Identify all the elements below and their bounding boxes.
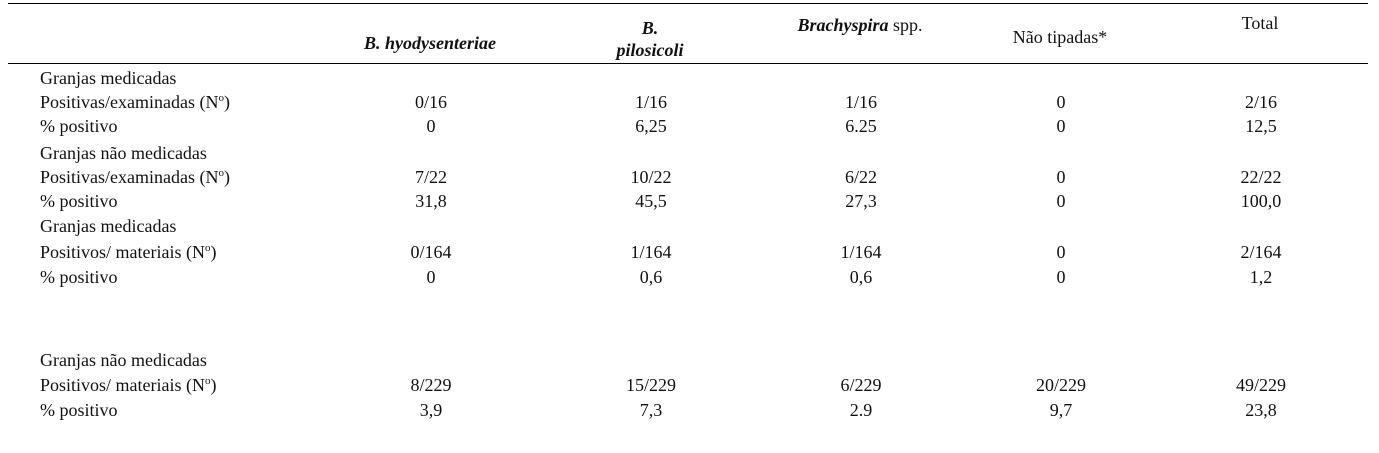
cell-b-pilosicoli: 15/229 — [625, 375, 676, 395]
table-row — [0, 214, 1379, 238]
header-b-pilosicoli-line1: B. — [641, 18, 659, 38]
cell-b-hyodysenteriae: 3,9 — [419, 400, 443, 420]
cell-b-pilosicoli: 7,3 — [639, 400, 663, 420]
cell-total: 2/16 — [1244, 92, 1277, 112]
cell-b-pilosicoli: 0,6 — [639, 267, 663, 287]
cell-b-pilosicoli: 1/164 — [630, 242, 672, 262]
cell-total: 12,5 — [1245, 116, 1277, 136]
table-row — [0, 141, 1379, 165]
table-row — [0, 265, 1379, 289]
table-row — [0, 165, 1379, 189]
cell-brachyspira-spp: 6/22 — [844, 167, 877, 187]
cell-brachyspira-spp: 2.9 — [849, 400, 873, 420]
cell-brachyspira-spp: 1/16 — [844, 92, 877, 112]
cell-nao-tipadas: 9,7 — [1049, 400, 1073, 420]
row-label: Granjas medicadas — [40, 68, 177, 88]
cell-nao-tipadas: 20/229 — [1035, 375, 1086, 395]
header-brachyspira-genus: Brachyspira — [797, 15, 889, 35]
header-nao-tipadas: Não tipadas* — [1012, 27, 1108, 47]
row-label: Granjas medicadas — [40, 216, 177, 236]
table-top-rule — [8, 3, 1368, 4]
cell-brachyspira-spp: 1/164 — [840, 242, 882, 262]
table-row — [0, 114, 1379, 138]
table-header-rule — [8, 63, 1368, 64]
row-label: % positivo — [40, 267, 118, 287]
cell-b-hyodysenteriae: 8/229 — [410, 375, 452, 395]
cell-brachyspira-spp: 0,6 — [849, 267, 873, 287]
header-total: Total — [1241, 13, 1279, 33]
row-label: Granjas não medicadas — [40, 350, 207, 370]
cell-nao-tipadas: 0 — [1056, 267, 1066, 287]
table-row — [0, 189, 1379, 213]
cell-total: 22/22 — [1240, 167, 1282, 187]
header-b-hyodysenteriae: B. hyodysenteriae — [364, 33, 496, 53]
table-row — [0, 373, 1379, 397]
header-b-pilosicoli-line2: pilosicoli — [616, 40, 684, 60]
cell-nao-tipadas: 0 — [1056, 92, 1066, 112]
cell-b-hyodysenteriae: 0/164 — [410, 242, 452, 262]
cell-b-hyodysenteriae: 0/16 — [414, 92, 447, 112]
cell-b-hyodysenteriae: 0 — [426, 116, 436, 136]
cell-b-pilosicoli: 1/16 — [634, 92, 667, 112]
cell-nao-tipadas: 0 — [1056, 242, 1066, 262]
cell-b-pilosicoli: 10/22 — [630, 167, 672, 187]
cell-total: 49/229 — [1235, 375, 1286, 395]
table-row — [0, 240, 1379, 264]
cell-total: 1,2 — [1249, 267, 1273, 287]
table-row — [0, 348, 1379, 372]
row-label: % positivo — [40, 191, 118, 211]
cell-nao-tipadas: 0 — [1056, 116, 1066, 136]
cell-b-hyodysenteriae: 7/22 — [414, 167, 447, 187]
cell-total: 100,0 — [1240, 191, 1282, 211]
row-label: Granjas não medicadas — [40, 143, 207, 163]
row-label: % positivo — [40, 400, 118, 420]
cell-b-pilosicoli: 45,5 — [635, 191, 667, 211]
row-label: Positivas/examinadas $(N^o)$ — [40, 167, 230, 187]
cell-nao-tipadas: 0 — [1056, 191, 1066, 211]
cell-brachyspira-spp: 27,3 — [845, 191, 877, 211]
row-label: Positivos/ materiais $(N^o)$ — [40, 242, 217, 262]
table-row — [0, 398, 1379, 422]
cell-total: 2/164 — [1240, 242, 1282, 262]
cell-brachyspira-spp: 6/229 — [840, 375, 882, 395]
cell-brachyspira-spp: 6.25 — [845, 116, 877, 136]
table-row — [0, 66, 1379, 90]
cell-b-hyodysenteriae: 31,8 — [415, 191, 447, 211]
row-label: Positivos/ materiais $(N^o)$ — [40, 375, 217, 395]
header-brachyspira-rest: spp. — [888, 15, 923, 35]
row-label: Positivas/examinadas $(N^o)$ — [40, 92, 230, 112]
cell-b-pilosicoli: 6,25 — [635, 116, 667, 136]
table-row — [0, 90, 1379, 114]
cell-b-hyodysenteriae: 0 — [426, 267, 436, 287]
cell-total: 23,8 — [1245, 400, 1277, 420]
row-label: % positivo — [40, 116, 118, 136]
cell-nao-tipadas: 0 — [1056, 167, 1066, 187]
